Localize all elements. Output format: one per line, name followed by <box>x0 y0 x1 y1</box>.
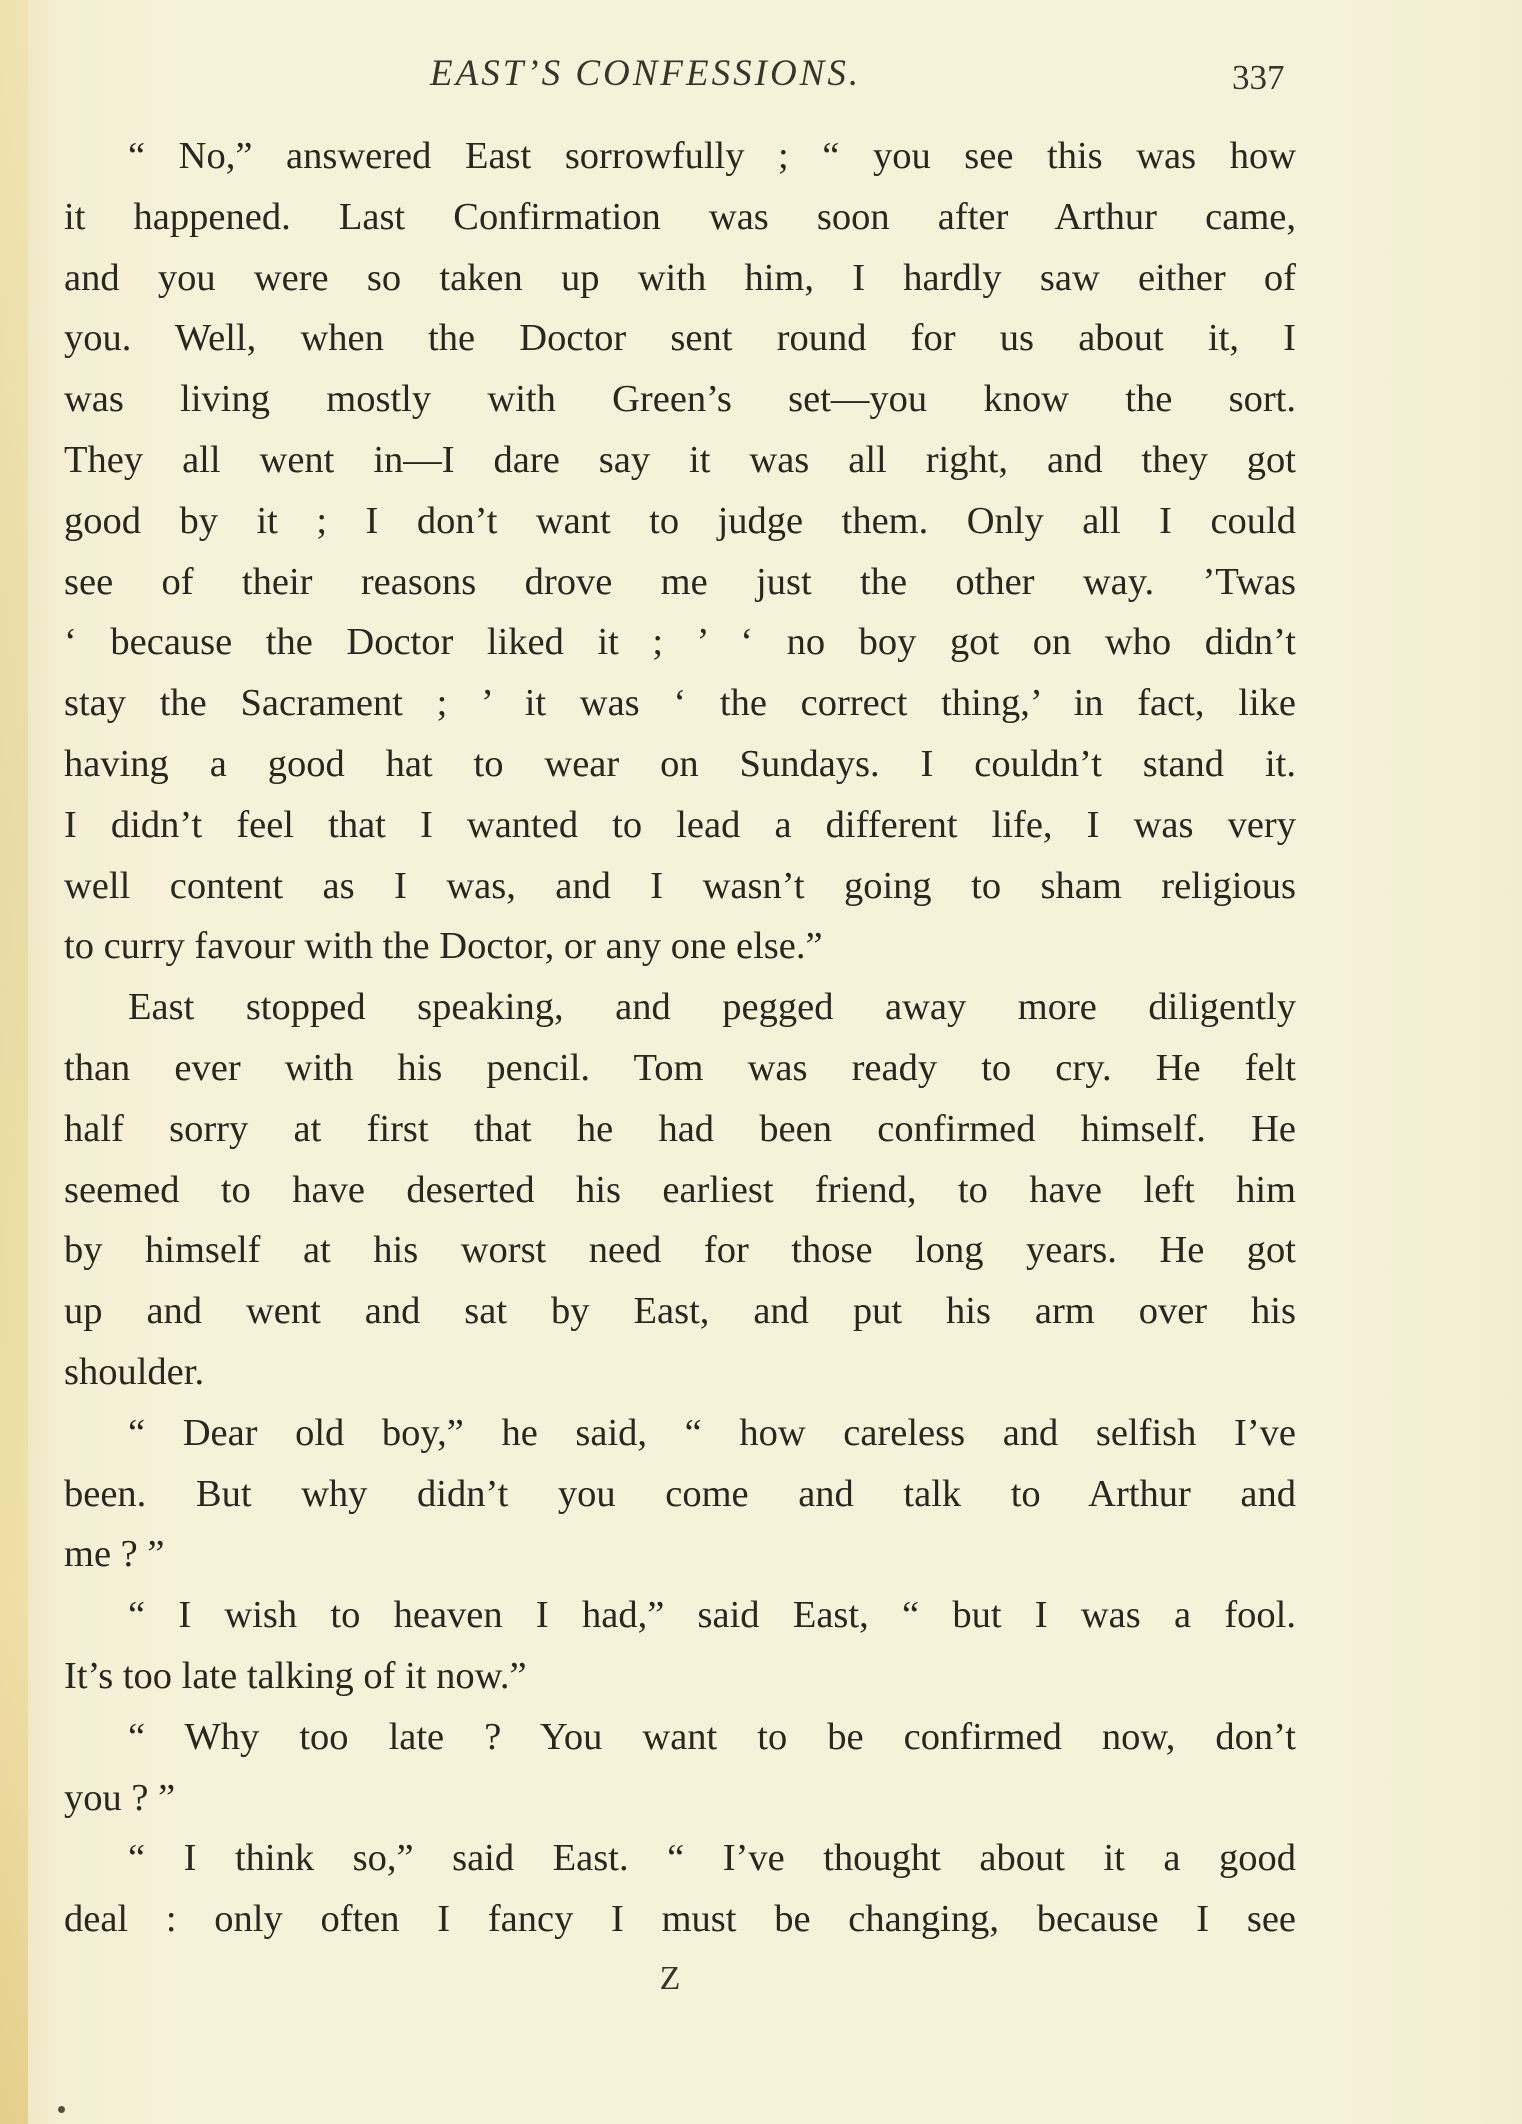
body-text <box>64 126 1296 1950</box>
text-line: having a good hat to wear on Sundays. I couldn’t stand it. <box>64 742 1296 785</box>
page-header <box>0 52 1522 112</box>
text-line: “ No,” answered East sorrowfully ; “ you see this was how <box>128 135 1296 177</box>
text-line: shoulder. <box>64 1350 205 1393</box>
text-line: me ? ” <box>64 1533 165 1576</box>
text-line: by himself at his worst need for those long years. He got <box>64 1229 1296 1272</box>
text-line: half sorry at first that he had been confirmed himself. He <box>64 1107 1296 1150</box>
text-line: seemed to have deserted his earliest friend, to have left him <box>64 1168 1296 1211</box>
text-line: “ Why too late ? You want to be confirmed now, don’t <box>128 1715 1296 1758</box>
text-line: “ I think so,” said East. “ I’ve thought about it a good <box>128 1837 1296 1880</box>
signature-mark: Z <box>659 1960 681 1997</box>
text-line: They all went in—I dare say it was all right, and they got <box>64 438 1296 481</box>
text-line: see of their reasons drove me just the other way. ’Twas <box>64 560 1296 603</box>
text-line: It’s too late talking of it now.” <box>64 1654 527 1697</box>
text-line: you ? ” <box>64 1776 176 1819</box>
text-line: it happened. Last Confirmation was soon after Arthur came, <box>64 195 1296 238</box>
text-line: you. Well, when the Doctor sent round for us about it, I <box>64 317 1296 360</box>
page-number: 337 <box>1232 58 1285 97</box>
text-line: and you were so taken up with him, I hardly saw either of <box>64 256 1296 299</box>
text-line: “ Dear old boy,” he said, “ how careless and selfish I’ve <box>128 1411 1296 1454</box>
text-line: was living mostly with Green’s set—you know the sort. <box>64 378 1296 421</box>
text-line: stay the Sacrament ; ’ it was ‘ the correct thing,’ in fact, like <box>64 682 1296 725</box>
text-line: ‘ because the Doctor liked it ; ’ ‘ no boy got on who didn’t <box>64 621 1296 664</box>
text-line: I didn’t feel that I wanted to lead a different life, I was very <box>64 803 1296 846</box>
text-line: well content as I was, and I wasn’t going to sham religious <box>64 864 1296 907</box>
text-line: good by it ; I don’t want to judge them. Only all I could <box>64 499 1296 542</box>
ink-speck <box>58 2106 65 2113</box>
text-line: East stopped speaking, and pegged away more diligently <box>128 986 1296 1029</box>
text-line: to curry favour with the Doctor, or any one else.” <box>64 925 823 968</box>
text-line: than ever with his pencil. Tom was ready to cry. He felt <box>64 1046 1296 1089</box>
text-line: been. But why didn’t you come and talk to Arthur and <box>64 1472 1296 1515</box>
page-edge-shading <box>0 0 28 2124</box>
text-line: up and went and sat by East, and put his arm over his <box>64 1290 1296 1333</box>
running-title: EAST’S CONFESSIONS. <box>430 53 862 94</box>
text-line: deal : only often I fancy I must be changing, because I see <box>64 1898 1296 1941</box>
text-line: “ I wish to heaven I had,” said East, “ but I was a fool. <box>128 1594 1296 1637</box>
